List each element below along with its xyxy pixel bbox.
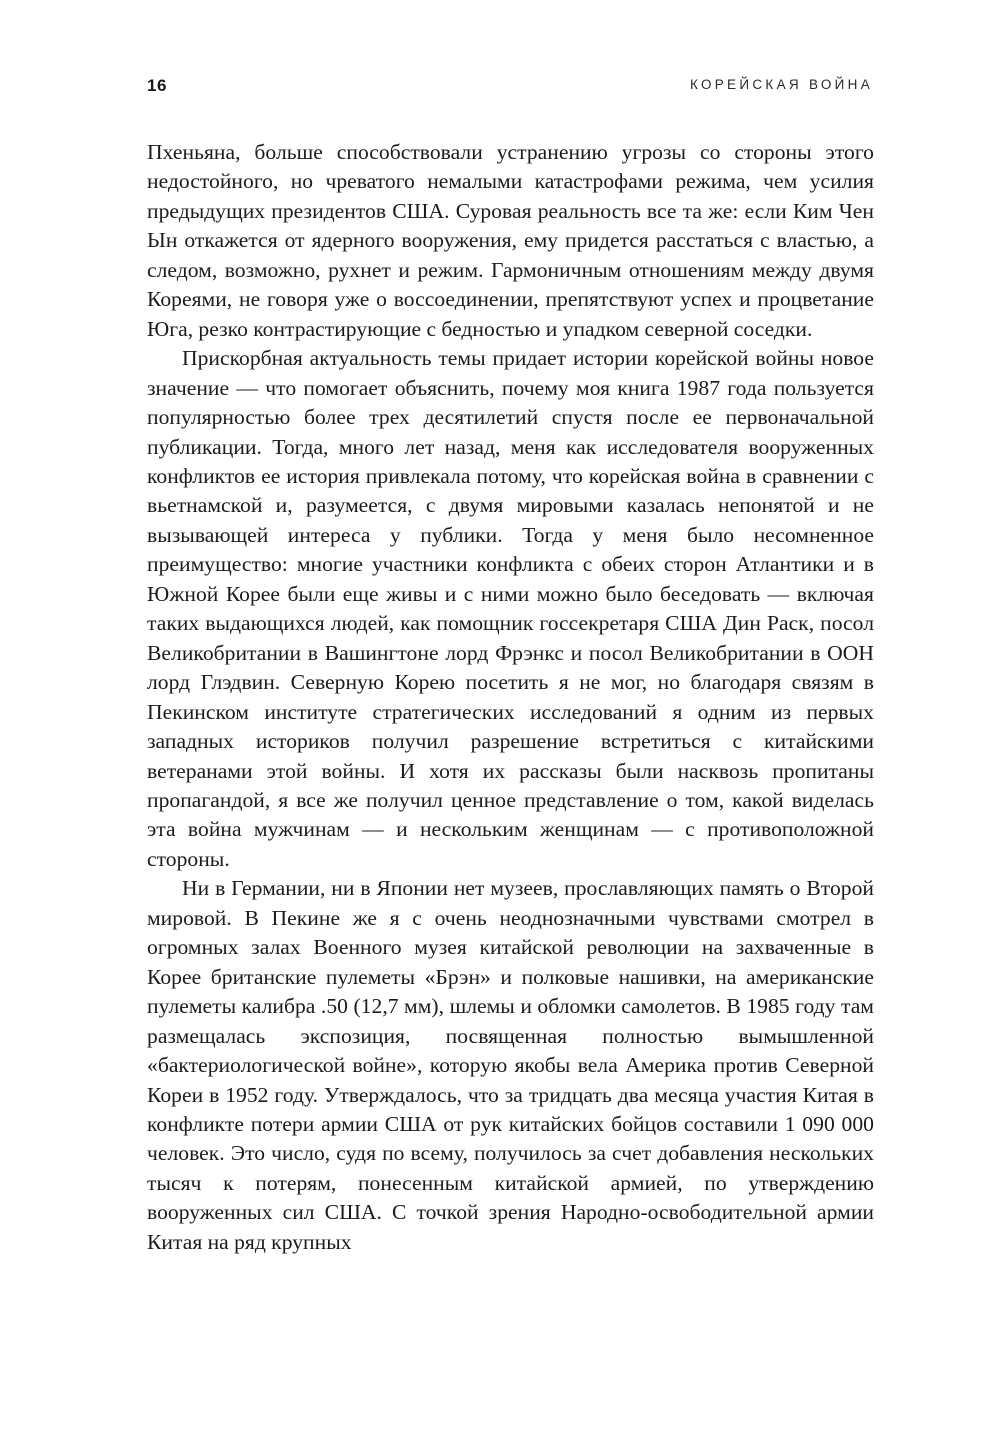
page-number: 16 bbox=[147, 75, 168, 95]
body-text-block bbox=[147, 138, 874, 1257]
paragraph-2: Прискорбная актуальность темы придает истории корейской войны новое значение — что помогает объяснить, почему моя книга 1987 года пользуется популярностью более трех десятилетий спустя после ее первоначальной публикации. Тогда, много лет назад, меня как исследователя вооруженных конфликтов ее история привлекала потому, что корейская война в сравнении с вьетнамской и, разумеется, с двумя мировыми казалась непонятой и не вызывающей интереса у публики. Тогда у меня было несомненное преимущество: многие участники конфликта с обеих сторон Атлантики и в Южной Корее были еще живы и с ними можно было беседовать — включая таких выдающихся людей, как помощник госсекретаря США Дин Раск, посол Великобритании в Вашингтоне лорд Фрэнкс и посол Великобритании в ООН лорд Глэдвин. Северную Корею посетить я не мог, но благодаря связям в Пекинском институте стратегических исследований я одним из первых западных историков получил разрешение встретиться с китайскими ветеранами этой войны. И хотя их рассказы были насквозь пропитаны пропагандой, я все же получил ценное представление о том, какой виделась эта война мужчинам — и нескольким женщинам — с противоположной стороны. bbox=[147, 346, 874, 871]
paragraph-1: Пхеньяна, больше способствовали устранению угрозы со стороны этого недостойного, но чреватого немалыми катастрофами режима, чем усилия предыдущих президентов США. Суровая реальность все та же: если Ким Чен Ын откажется от ядерного вооружения, ему придется расстаться с властью, а следом, возможно, рухнет и режим. Гармоничным отношениям между двумя Кореями, не говоря уже о воссоединении, препятствуют успех и процветание Юга, резко контрастирующие с бедностью и упадком северной соседки. bbox=[147, 140, 874, 341]
running-head bbox=[147, 72, 873, 98]
paragraph-3: Ни в Германии, ни в Японии нет музеев, прославляющих память о Второй мировой. В Пекине же я с очень неоднозначными чувствами смотрел в огромных залах Военного музея китайской революции на захваченные в Корее британские пулеметы «Брэн» и полковые нашивки, на американские пулеметы калибра .50 (12,7 мм), шлемы и обломки самолетов. В 1985 году там размещалась экспозиция, посвященная полностью вымышленной «бактериологической войне», которую якобы вела Америка против Северной Кореи в 1952 году. Утверждалось, что за тридцать два месяца участия Китая в конфликте потери армии США от рук китайских бойцов составили 1 090 000 человек. Это число, судя по всему, получилось за счет добавления нескольких тысяч к потерям, понесенным китайской армией, по утверждению вооруженных сил США. С точкой зрения Народно-освободительной армии Китая на ряд крупных bbox=[147, 876, 874, 1254]
running-title: КОРЕЙСКАЯ ВОЙНА bbox=[689, 77, 873, 93]
